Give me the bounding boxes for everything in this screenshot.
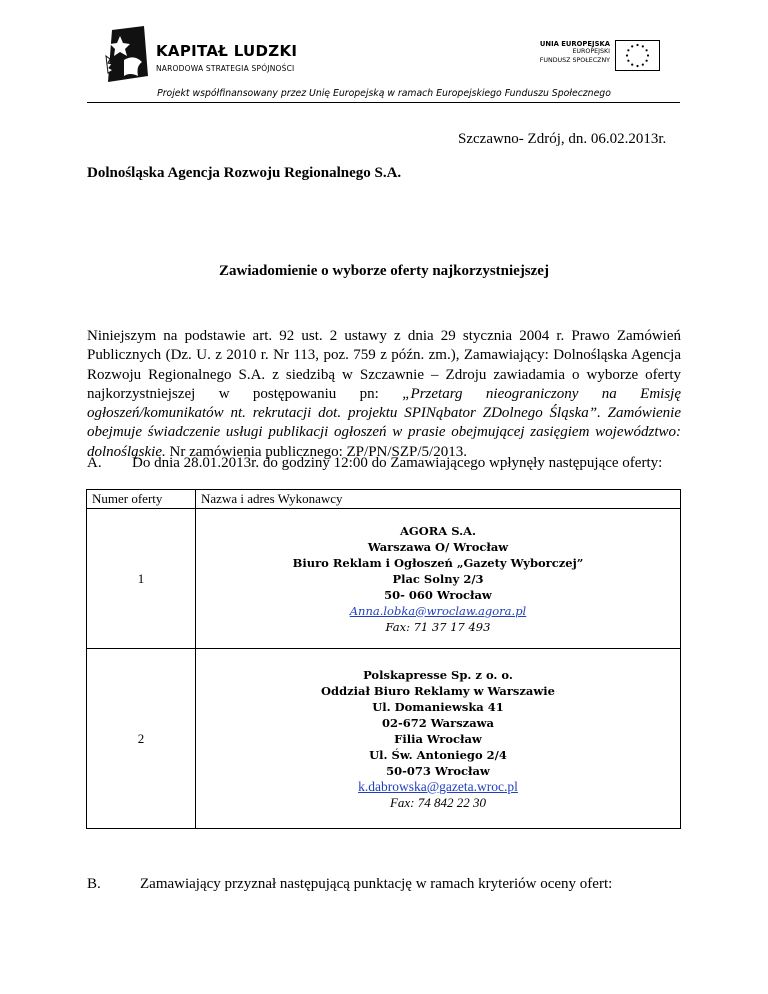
address-line: AGORA S.A. bbox=[399, 523, 477, 538]
offer-address bbox=[196, 509, 681, 649]
address-line: Ul. Domaniewska 41 bbox=[372, 699, 504, 714]
address-line: Biuro Reklam i Ogłoszeń „Gazety Wyborczej” bbox=[292, 555, 584, 570]
eu-flag-icon bbox=[615, 40, 660, 71]
section-b bbox=[87, 876, 612, 893]
offer-number: 1 bbox=[87, 509, 196, 649]
logo-title: KAPITAŁ LUDZKI bbox=[156, 42, 298, 60]
eu-logo bbox=[500, 40, 660, 72]
email-link[interactable]: Anna.lobka@wroclaw.agora.pl bbox=[349, 603, 527, 618]
section-b-text: Zamawiający przyznał następującą punktację w ramach kryteriów oceny ofert: bbox=[140, 876, 613, 892]
table-row bbox=[87, 649, 681, 829]
offers-table bbox=[86, 489, 681, 829]
address-line: Oddział Biuro Reklamy w Warszawie bbox=[321, 683, 555, 698]
logo-subtitle: NARODOWA STRATEGIA SPÓJNOŚCI bbox=[156, 64, 295, 73]
section-a-label: A. bbox=[87, 455, 102, 471]
eu-logo-text bbox=[540, 40, 610, 65]
address-line: Warszawa O/ Wrocław bbox=[367, 539, 509, 554]
date-line: Szczawno- Zdrój, dn. 06.02.2013r. bbox=[458, 131, 667, 147]
organization-name: Dolnośląska Agencja Rozwoju Regionalnego S.A. bbox=[87, 165, 402, 181]
offer-number: 2 bbox=[87, 649, 196, 829]
address-line: Polskapresse Sp. z o. o. bbox=[363, 667, 513, 682]
eu-logo-line1: UNIA EUROPEJSKA bbox=[539, 40, 610, 48]
intro-text-1: Niniejszym na podstawie art. 92 ust. 2 ustawy z dnia 29 stycznia 2004 r. Prawo Zamówień Publicznych (Dz. U. z 2010 r. Nr 113, poz. 759 z późn. zm.), Zamawiający: Dolnośląska Agencja Rozwoju Regionalnego S.A. z siedzibą w Szczawnie – Zdroju zawiadamia o wyborze oferty najkorzystniejszej w postępowaniu pn: bbox=[87, 328, 681, 402]
intro-text-2: Nr zamówienia publicznego: ZP/PN/SZP/5/2013. bbox=[165, 443, 467, 460]
section-a bbox=[87, 455, 681, 472]
address-line: Filia Wrocław bbox=[394, 731, 482, 746]
intro-text-italic: „Przetarg nieograniczony na Emisję ogłoszeń/komunikatów nt. rekrutacji dot. projektu SPINąbator ZDolnego Śląska”. Zamówienie obejmuje świadczenie usługi publikacji ogłoszeń w prasie obejmującej zasięgiem województwo: dolnośląskie. bbox=[87, 385, 682, 460]
email-link[interactable]: k.dabrowska@gazeta.wroc.pl bbox=[358, 778, 518, 794]
kapital-ludzki-emblem-icon bbox=[104, 26, 150, 84]
col-contractor: Nazwa i adres Wykonawcy bbox=[196, 490, 681, 509]
fax-number: Fax: 71 37 17 493 bbox=[385, 619, 491, 634]
address-line: 50- 060 Wrocław bbox=[384, 587, 492, 602]
intro-paragraph bbox=[87, 327, 681, 462]
address-line: 02-672 Warszawa bbox=[381, 715, 495, 730]
col-offer-number: Numer oferty bbox=[87, 490, 196, 509]
document-title: Zawiadomienie o wyborze oferty najkorzystniejszej bbox=[219, 263, 549, 279]
section-b-label: B. bbox=[87, 876, 101, 892]
eu-logo-line3: FUNDUSZ SPOŁECZNY bbox=[539, 56, 610, 64]
eu-logo-line2: EUROPEJSKI bbox=[572, 48, 610, 56]
header-divider bbox=[87, 102, 680, 103]
table-row bbox=[87, 509, 681, 649]
offer-address bbox=[196, 649, 681, 829]
section-a-text: Do dnia 28.01.2013r. do godziny 12:00 do Zamawiającego wpłynęły następujące oferty: bbox=[132, 455, 663, 471]
cofinancing-note: Projekt współfinansowany przez Unię Europejską w ramach Europejskiego Funduszu Społecznego bbox=[157, 88, 611, 99]
table-header-row bbox=[87, 490, 681, 509]
address-line: Plac Solny 2/3 bbox=[392, 571, 484, 586]
address-line: Ul. Św. Antoniego 2/4 bbox=[369, 747, 507, 762]
address-line: 50-073 Wrocław bbox=[386, 763, 490, 778]
kapital-ludzki-logo bbox=[104, 26, 314, 86]
fax-number: Fax: 74 842 22 30 bbox=[389, 794, 487, 810]
